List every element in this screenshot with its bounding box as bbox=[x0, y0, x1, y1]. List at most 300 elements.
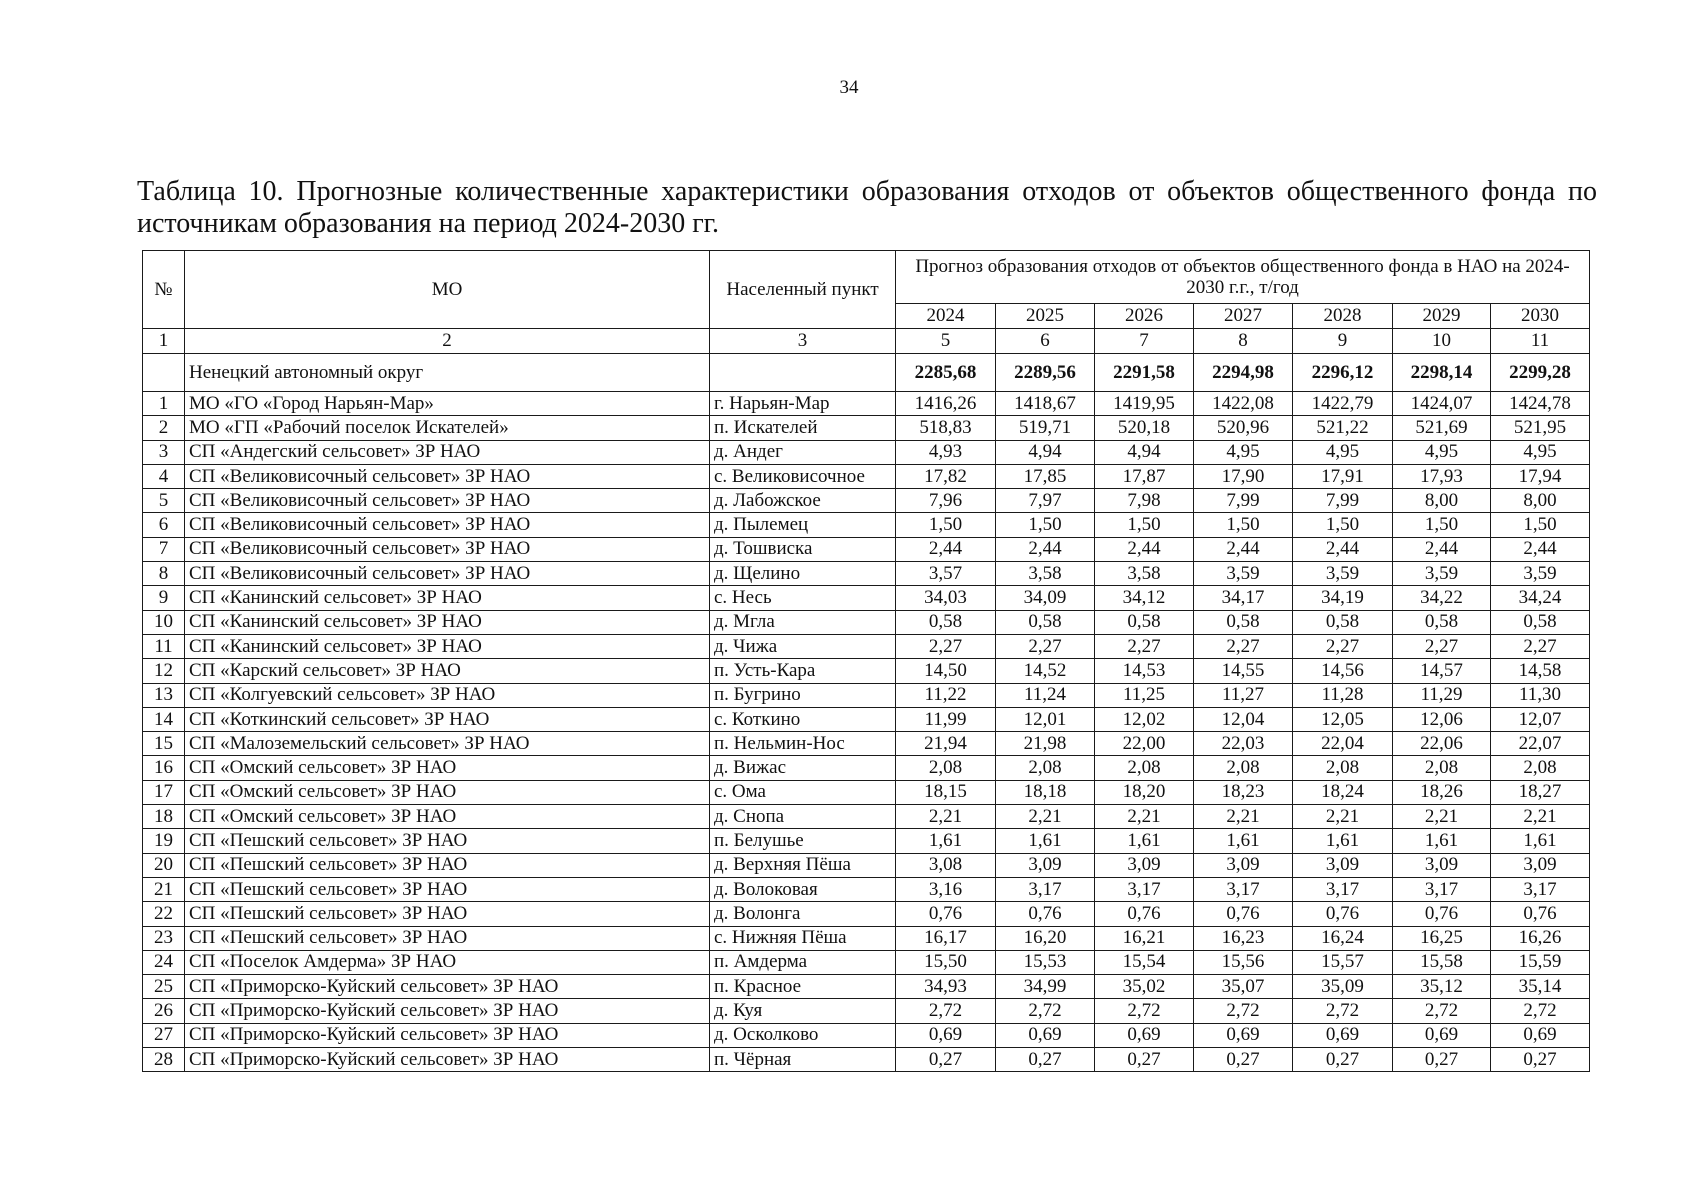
table-row bbox=[143, 975, 1590, 999]
row-mo: СП «Приморско-Куйский сельсовет» ЗР НАО bbox=[185, 1048, 710, 1072]
row-value: 1,61 bbox=[1095, 829, 1194, 853]
row-value: 1,61 bbox=[896, 829, 996, 853]
row-value: 14,57 bbox=[1393, 659, 1491, 683]
column-number: 8 bbox=[1194, 329, 1293, 354]
row-value: 18,18 bbox=[996, 780, 1095, 804]
row-number: 20 bbox=[143, 853, 185, 877]
row-value: 7,99 bbox=[1293, 489, 1393, 513]
total-value: 2298,14 bbox=[1393, 354, 1491, 392]
row-mo: СП «Малоземельский сельсовет» ЗР НАО bbox=[185, 732, 710, 756]
row-value: 2,44 bbox=[1194, 537, 1293, 561]
row-value: 34,22 bbox=[1393, 586, 1491, 610]
row-settlement: д. Снопа bbox=[710, 805, 896, 829]
column-number: 1 bbox=[143, 329, 185, 354]
forecast-table bbox=[142, 250, 1590, 1072]
total-num-cell bbox=[143, 354, 185, 392]
table-row bbox=[143, 1048, 1590, 1072]
row-value: 15,57 bbox=[1293, 950, 1393, 974]
table-row bbox=[143, 683, 1590, 707]
row-settlement: п. Амдерма bbox=[710, 950, 896, 974]
row-value: 35,09 bbox=[1293, 975, 1393, 999]
row-value: 2,72 bbox=[1393, 999, 1491, 1023]
row-value: 2,21 bbox=[1491, 805, 1590, 829]
row-value: 1424,07 bbox=[1393, 392, 1491, 416]
total-value: 2289,56 bbox=[996, 354, 1095, 392]
row-value: 12,02 bbox=[1095, 707, 1194, 731]
row-value: 35,02 bbox=[1095, 975, 1194, 999]
table-row bbox=[143, 586, 1590, 610]
row-value: 521,22 bbox=[1293, 416, 1393, 440]
row-value: 0,76 bbox=[1095, 902, 1194, 926]
row-value: 2,21 bbox=[1293, 805, 1393, 829]
row-number: 11 bbox=[143, 634, 185, 658]
row-value: 1,50 bbox=[1095, 513, 1194, 537]
row-value: 0,69 bbox=[1491, 1023, 1590, 1047]
row-value: 15,59 bbox=[1491, 950, 1590, 974]
row-value: 2,72 bbox=[1194, 999, 1293, 1023]
table-row bbox=[143, 489, 1590, 513]
column-number: 7 bbox=[1095, 329, 1194, 354]
row-settlement: п. Белушье bbox=[710, 829, 896, 853]
row-value: 2,08 bbox=[1393, 756, 1491, 780]
row-value: 14,58 bbox=[1491, 659, 1590, 683]
row-value: 14,52 bbox=[996, 659, 1095, 683]
column-number: 5 bbox=[896, 329, 996, 354]
row-value: 16,21 bbox=[1095, 926, 1194, 950]
header-year: 2026 bbox=[1095, 304, 1194, 329]
row-value: 0,69 bbox=[1393, 1023, 1491, 1047]
row-mo: СП «Пешский сельсовет» ЗР НАО bbox=[185, 926, 710, 950]
row-value: 4,95 bbox=[1393, 440, 1491, 464]
row-value: 2,21 bbox=[996, 805, 1095, 829]
row-value: 0,58 bbox=[1491, 610, 1590, 634]
row-mo: СП «Канинский сельсовет» ЗР НАО bbox=[185, 610, 710, 634]
row-value: 17,82 bbox=[896, 464, 996, 488]
row-value: 0,58 bbox=[1095, 610, 1194, 634]
row-number: 26 bbox=[143, 999, 185, 1023]
row-value: 0,27 bbox=[1491, 1048, 1590, 1072]
row-value: 7,98 bbox=[1095, 489, 1194, 513]
row-settlement: п. Нельмин-Нос bbox=[710, 732, 896, 756]
row-value: 2,44 bbox=[996, 537, 1095, 561]
row-settlement: д. Щелино bbox=[710, 562, 896, 586]
row-mo: СП «Великовисочный сельсовет» ЗР НАО bbox=[185, 489, 710, 513]
row-value: 2,27 bbox=[896, 634, 996, 658]
row-value: 34,17 bbox=[1194, 586, 1293, 610]
row-value: 14,53 bbox=[1095, 659, 1194, 683]
row-mo: СП «Приморско-Куйский сельсовет» ЗР НАО bbox=[185, 975, 710, 999]
table-row bbox=[143, 902, 1590, 926]
row-value: 17,85 bbox=[996, 464, 1095, 488]
row-value: 11,29 bbox=[1393, 683, 1491, 707]
row-value: 1,61 bbox=[1491, 829, 1590, 853]
row-settlement: д. Мгла bbox=[710, 610, 896, 634]
row-value: 34,12 bbox=[1095, 586, 1194, 610]
row-value: 2,08 bbox=[1293, 756, 1393, 780]
row-settlement: п. Искателей bbox=[710, 416, 896, 440]
row-value: 3,17 bbox=[1095, 877, 1194, 901]
row-number: 16 bbox=[143, 756, 185, 780]
row-value: 7,99 bbox=[1194, 489, 1293, 513]
table-row bbox=[143, 732, 1590, 756]
table-row bbox=[143, 829, 1590, 853]
row-value: 2,27 bbox=[1194, 634, 1293, 658]
row-value: 12,06 bbox=[1393, 707, 1491, 731]
row-number: 14 bbox=[143, 707, 185, 731]
row-value: 34,19 bbox=[1293, 586, 1393, 610]
row-number: 2 bbox=[143, 416, 185, 440]
row-number: 8 bbox=[143, 562, 185, 586]
row-value: 34,09 bbox=[996, 586, 1095, 610]
row-mo: СП «Омский сельсовет» ЗР НАО bbox=[185, 756, 710, 780]
header-year: 2029 bbox=[1393, 304, 1491, 329]
column-number: 11 bbox=[1491, 329, 1590, 354]
row-value: 2,21 bbox=[1393, 805, 1491, 829]
column-number: 2 bbox=[185, 329, 710, 354]
row-value: 0,58 bbox=[1293, 610, 1393, 634]
row-value: 15,50 bbox=[896, 950, 996, 974]
row-value: 3,09 bbox=[1194, 853, 1293, 877]
row-value: 0,58 bbox=[1393, 610, 1491, 634]
page-number: 34 bbox=[839, 77, 859, 98]
row-settlement: д. Волоковая bbox=[710, 877, 896, 901]
row-mo: СП «Приморско-Куйский сельсовет» ЗР НАО bbox=[185, 999, 710, 1023]
row-value: 22,07 bbox=[1491, 732, 1590, 756]
row-value: 0,76 bbox=[896, 902, 996, 926]
row-value: 2,44 bbox=[896, 537, 996, 561]
header-settlement: Населенный пункт bbox=[710, 251, 896, 329]
row-mo: СП «Великовисочный сельсовет» ЗР НАО bbox=[185, 464, 710, 488]
row-value: 0,27 bbox=[996, 1048, 1095, 1072]
total-label: Ненецкий автономный округ bbox=[185, 354, 710, 392]
row-value: 14,55 bbox=[1194, 659, 1293, 683]
row-settlement: д. Верхняя Пёша bbox=[710, 853, 896, 877]
row-value: 2,21 bbox=[896, 805, 996, 829]
row-value: 21,98 bbox=[996, 732, 1095, 756]
row-value: 16,24 bbox=[1293, 926, 1393, 950]
row-value: 16,20 bbox=[996, 926, 1095, 950]
row-value: 12,01 bbox=[996, 707, 1095, 731]
row-settlement: п. Красное bbox=[710, 975, 896, 999]
column-number-row bbox=[143, 329, 1590, 354]
header-year: 2024 bbox=[896, 304, 996, 329]
row-mo: СП «Великовисочный сельсовет» ЗР НАО bbox=[185, 537, 710, 561]
row-value: 0,69 bbox=[1095, 1023, 1194, 1047]
row-settlement: п. Усть-Кара bbox=[710, 659, 896, 683]
row-value: 0,58 bbox=[1194, 610, 1293, 634]
row-mo: МО «ГП «Рабочий поселок Искателей» bbox=[185, 416, 710, 440]
row-mo: СП «Канинский сельсовет» ЗР НАО bbox=[185, 586, 710, 610]
row-value: 4,93 bbox=[896, 440, 996, 464]
row-value: 1422,08 bbox=[1194, 392, 1293, 416]
total-value: 2291,58 bbox=[1095, 354, 1194, 392]
row-value: 4,95 bbox=[1293, 440, 1393, 464]
table-row bbox=[143, 877, 1590, 901]
row-value: 18,15 bbox=[896, 780, 996, 804]
row-mo: СП «Андегский сельсовет» ЗР НАО bbox=[185, 440, 710, 464]
row-value: 0,27 bbox=[1194, 1048, 1293, 1072]
table-row bbox=[143, 562, 1590, 586]
row-value: 17,94 bbox=[1491, 464, 1590, 488]
row-value: 2,27 bbox=[1491, 634, 1590, 658]
row-value: 21,94 bbox=[896, 732, 996, 756]
row-value: 0,58 bbox=[996, 610, 1095, 634]
row-number: 12 bbox=[143, 659, 185, 683]
row-value: 2,72 bbox=[896, 999, 996, 1023]
row-number: 10 bbox=[143, 610, 185, 634]
row-value: 15,56 bbox=[1194, 950, 1293, 974]
table-row bbox=[143, 634, 1590, 658]
row-value: 4,94 bbox=[996, 440, 1095, 464]
row-value: 4,95 bbox=[1194, 440, 1293, 464]
row-value: 3,17 bbox=[1293, 877, 1393, 901]
table-body bbox=[143, 251, 1590, 1072]
row-number: 7 bbox=[143, 537, 185, 561]
row-value: 0,69 bbox=[1293, 1023, 1393, 1047]
row-value: 14,56 bbox=[1293, 659, 1393, 683]
row-settlement: д. Андег bbox=[710, 440, 896, 464]
row-value: 7,97 bbox=[996, 489, 1095, 513]
row-value: 22,00 bbox=[1095, 732, 1194, 756]
row-value: 3,09 bbox=[1393, 853, 1491, 877]
row-value: 3,16 bbox=[896, 877, 996, 901]
row-settlement: с. Коткино bbox=[710, 707, 896, 731]
row-settlement: д. Волонга bbox=[710, 902, 896, 926]
row-value: 2,08 bbox=[996, 756, 1095, 780]
row-number: 23 bbox=[143, 926, 185, 950]
header-year: 2027 bbox=[1194, 304, 1293, 329]
column-number: 6 bbox=[996, 329, 1095, 354]
header-year: 2025 bbox=[996, 304, 1095, 329]
row-value: 11,25 bbox=[1095, 683, 1194, 707]
row-value: 520,18 bbox=[1095, 416, 1194, 440]
row-value: 0,76 bbox=[1393, 902, 1491, 926]
row-value: 3,59 bbox=[1393, 562, 1491, 586]
row-value: 34,93 bbox=[896, 975, 996, 999]
total-value: 2299,28 bbox=[1491, 354, 1590, 392]
table-row bbox=[143, 1023, 1590, 1047]
row-value: 1,61 bbox=[1293, 829, 1393, 853]
header-forecast: Прогноз образования отходов от объектов общественного фонда в НАО на 2024-2030 г.г., т/год bbox=[896, 251, 1590, 304]
row-value: 3,09 bbox=[1293, 853, 1393, 877]
row-value: 22,03 bbox=[1194, 732, 1293, 756]
row-number: 18 bbox=[143, 805, 185, 829]
row-value: 8,00 bbox=[1393, 489, 1491, 513]
row-number: 9 bbox=[143, 586, 185, 610]
row-number: 3 bbox=[143, 440, 185, 464]
row-value: 2,72 bbox=[996, 999, 1095, 1023]
row-value: 1,61 bbox=[1194, 829, 1293, 853]
row-mo: СП «Поселок Амдерма» ЗР НАО bbox=[185, 950, 710, 974]
row-value: 3,59 bbox=[1293, 562, 1393, 586]
row-settlement: д. Тошвиска bbox=[710, 537, 896, 561]
row-number: 6 bbox=[143, 513, 185, 537]
row-value: 4,94 bbox=[1095, 440, 1194, 464]
row-settlement: д. Пылемец bbox=[710, 513, 896, 537]
row-number: 24 bbox=[143, 950, 185, 974]
row-value: 518,83 bbox=[896, 416, 996, 440]
row-value: 0,27 bbox=[1393, 1048, 1491, 1072]
row-value: 22,06 bbox=[1393, 732, 1491, 756]
row-value: 3,59 bbox=[1194, 562, 1293, 586]
row-value: 22,04 bbox=[1293, 732, 1393, 756]
row-value: 0,58 bbox=[896, 610, 996, 634]
row-value: 2,44 bbox=[1095, 537, 1194, 561]
total-place-cell bbox=[710, 354, 896, 392]
row-value: 0,27 bbox=[896, 1048, 996, 1072]
row-value: 3,58 bbox=[996, 562, 1095, 586]
row-value: 2,27 bbox=[1095, 634, 1194, 658]
row-value: 1418,67 bbox=[996, 392, 1095, 416]
table-row bbox=[143, 440, 1590, 464]
row-value: 12,07 bbox=[1491, 707, 1590, 731]
row-number: 19 bbox=[143, 829, 185, 853]
row-value: 0,76 bbox=[996, 902, 1095, 926]
table-caption: Таблица 10. Прогнозные количественные характеристики образования отходов от объектов общественного фонда по источникам образования на период 2024-2030 гг. bbox=[137, 176, 1597, 239]
row-value: 11,27 bbox=[1194, 683, 1293, 707]
header-year: 2028 bbox=[1293, 304, 1393, 329]
row-value: 520,96 bbox=[1194, 416, 1293, 440]
column-number: 3 bbox=[710, 329, 896, 354]
row-mo: СП «Пешский сельсовет» ЗР НАО bbox=[185, 902, 710, 926]
total-value: 2296,12 bbox=[1293, 354, 1393, 392]
row-settlement: с. Нижняя Пёша bbox=[710, 926, 896, 950]
row-settlement: д. Чижа bbox=[710, 634, 896, 658]
row-value: 15,53 bbox=[996, 950, 1095, 974]
row-value: 0,76 bbox=[1491, 902, 1590, 926]
row-value: 34,24 bbox=[1491, 586, 1590, 610]
total-value: 2285,68 bbox=[896, 354, 996, 392]
row-number: 1 bbox=[143, 392, 185, 416]
row-value: 2,27 bbox=[1293, 634, 1393, 658]
table-row bbox=[143, 999, 1590, 1023]
table-row bbox=[143, 756, 1590, 780]
row-number: 17 bbox=[143, 780, 185, 804]
row-number: 21 bbox=[143, 877, 185, 901]
table-row bbox=[143, 950, 1590, 974]
row-value: 17,91 bbox=[1293, 464, 1393, 488]
row-value: 11,99 bbox=[896, 707, 996, 731]
row-value: 4,95 bbox=[1491, 440, 1590, 464]
row-value: 3,17 bbox=[1491, 877, 1590, 901]
row-value: 1,50 bbox=[1194, 513, 1293, 537]
row-value: 34,03 bbox=[896, 586, 996, 610]
row-mo: СП «Пешский сельсовет» ЗР НАО bbox=[185, 877, 710, 901]
row-value: 0,76 bbox=[1194, 902, 1293, 926]
row-number: 4 bbox=[143, 464, 185, 488]
row-value: 3,09 bbox=[1095, 853, 1194, 877]
row-value: 2,21 bbox=[1194, 805, 1293, 829]
row-value: 3,08 bbox=[896, 853, 996, 877]
row-value: 35,14 bbox=[1491, 975, 1590, 999]
table-row bbox=[143, 707, 1590, 731]
row-mo: СП «Приморско-Куйский сельсовет» ЗР НАО bbox=[185, 1023, 710, 1047]
row-value: 3,09 bbox=[996, 853, 1095, 877]
column-number: 10 bbox=[1393, 329, 1491, 354]
row-value: 2,21 bbox=[1095, 805, 1194, 829]
column-number: 9 bbox=[1293, 329, 1393, 354]
row-value: 0,69 bbox=[996, 1023, 1095, 1047]
table-row bbox=[143, 780, 1590, 804]
row-value: 2,08 bbox=[896, 756, 996, 780]
row-mo: СП «Великовисочный сельсовет» ЗР НАО bbox=[185, 513, 710, 537]
row-value: 2,08 bbox=[1491, 756, 1590, 780]
table-row bbox=[143, 805, 1590, 829]
row-value: 16,25 bbox=[1393, 926, 1491, 950]
row-value: 3,57 bbox=[896, 562, 996, 586]
row-mo: СП «Карский сельсовет» ЗР НАО bbox=[185, 659, 710, 683]
row-value: 8,00 bbox=[1491, 489, 1590, 513]
row-number: 15 bbox=[143, 732, 185, 756]
table-row bbox=[143, 416, 1590, 440]
row-settlement: г. Нарьян-Мар bbox=[710, 392, 896, 416]
table-row bbox=[143, 464, 1590, 488]
row-mo: СП «Великовисочный сельсовет» ЗР НАО bbox=[185, 562, 710, 586]
row-value: 14,50 bbox=[896, 659, 996, 683]
row-value: 35,07 bbox=[1194, 975, 1293, 999]
row-number: 27 bbox=[143, 1023, 185, 1047]
row-value: 0,27 bbox=[1095, 1048, 1194, 1072]
row-value: 3,59 bbox=[1491, 562, 1590, 586]
table-row bbox=[143, 659, 1590, 683]
row-value: 521,69 bbox=[1393, 416, 1491, 440]
row-mo: СП «Коткинский сельсовет» ЗР НАО bbox=[185, 707, 710, 731]
row-number: 28 bbox=[143, 1048, 185, 1072]
row-value: 18,20 bbox=[1095, 780, 1194, 804]
row-value: 2,72 bbox=[1491, 999, 1590, 1023]
row-settlement: п. Чёрная bbox=[710, 1048, 896, 1072]
row-value: 1419,95 bbox=[1095, 392, 1194, 416]
row-value: 3,58 bbox=[1095, 562, 1194, 586]
row-mo: СП «Канинский сельсовет» ЗР НАО bbox=[185, 634, 710, 658]
row-value: 1424,78 bbox=[1491, 392, 1590, 416]
row-value: 12,05 bbox=[1293, 707, 1393, 731]
row-value: 1,50 bbox=[1393, 513, 1491, 537]
row-value: 1,61 bbox=[1393, 829, 1491, 853]
row-value: 2,08 bbox=[1194, 756, 1293, 780]
row-mo: СП «Омский сельсовет» ЗР НАО bbox=[185, 780, 710, 804]
row-value: 2,27 bbox=[1393, 634, 1491, 658]
row-value: 16,26 bbox=[1491, 926, 1590, 950]
row-settlement: с. Несь bbox=[710, 586, 896, 610]
row-value: 3,17 bbox=[1194, 877, 1293, 901]
table-row bbox=[143, 926, 1590, 950]
row-value: 3,17 bbox=[1393, 877, 1491, 901]
row-value: 2,44 bbox=[1491, 537, 1590, 561]
row-settlement: с. Великовисочное bbox=[710, 464, 896, 488]
row-value: 0,76 bbox=[1293, 902, 1393, 926]
row-settlement: д. Лабожское bbox=[710, 489, 896, 513]
row-value: 0,27 bbox=[1293, 1048, 1393, 1072]
table-row bbox=[143, 853, 1590, 877]
row-value: 2,72 bbox=[1095, 999, 1194, 1023]
row-mo: СП «Омский сельсовет» ЗР НАО bbox=[185, 805, 710, 829]
header-year: 2030 bbox=[1491, 304, 1590, 329]
row-value: 11,30 bbox=[1491, 683, 1590, 707]
row-value: 2,72 bbox=[1293, 999, 1393, 1023]
row-value: 18,27 bbox=[1491, 780, 1590, 804]
row-value: 11,28 bbox=[1293, 683, 1393, 707]
row-settlement: д. Осколково bbox=[710, 1023, 896, 1047]
row-value: 15,58 bbox=[1393, 950, 1491, 974]
table-row bbox=[143, 610, 1590, 634]
row-value: 2,27 bbox=[996, 634, 1095, 658]
row-value: 521,95 bbox=[1491, 416, 1590, 440]
row-value: 1,50 bbox=[896, 513, 996, 537]
row-value: 15,54 bbox=[1095, 950, 1194, 974]
row-value: 0,69 bbox=[1194, 1023, 1293, 1047]
row-value: 0,69 bbox=[896, 1023, 996, 1047]
